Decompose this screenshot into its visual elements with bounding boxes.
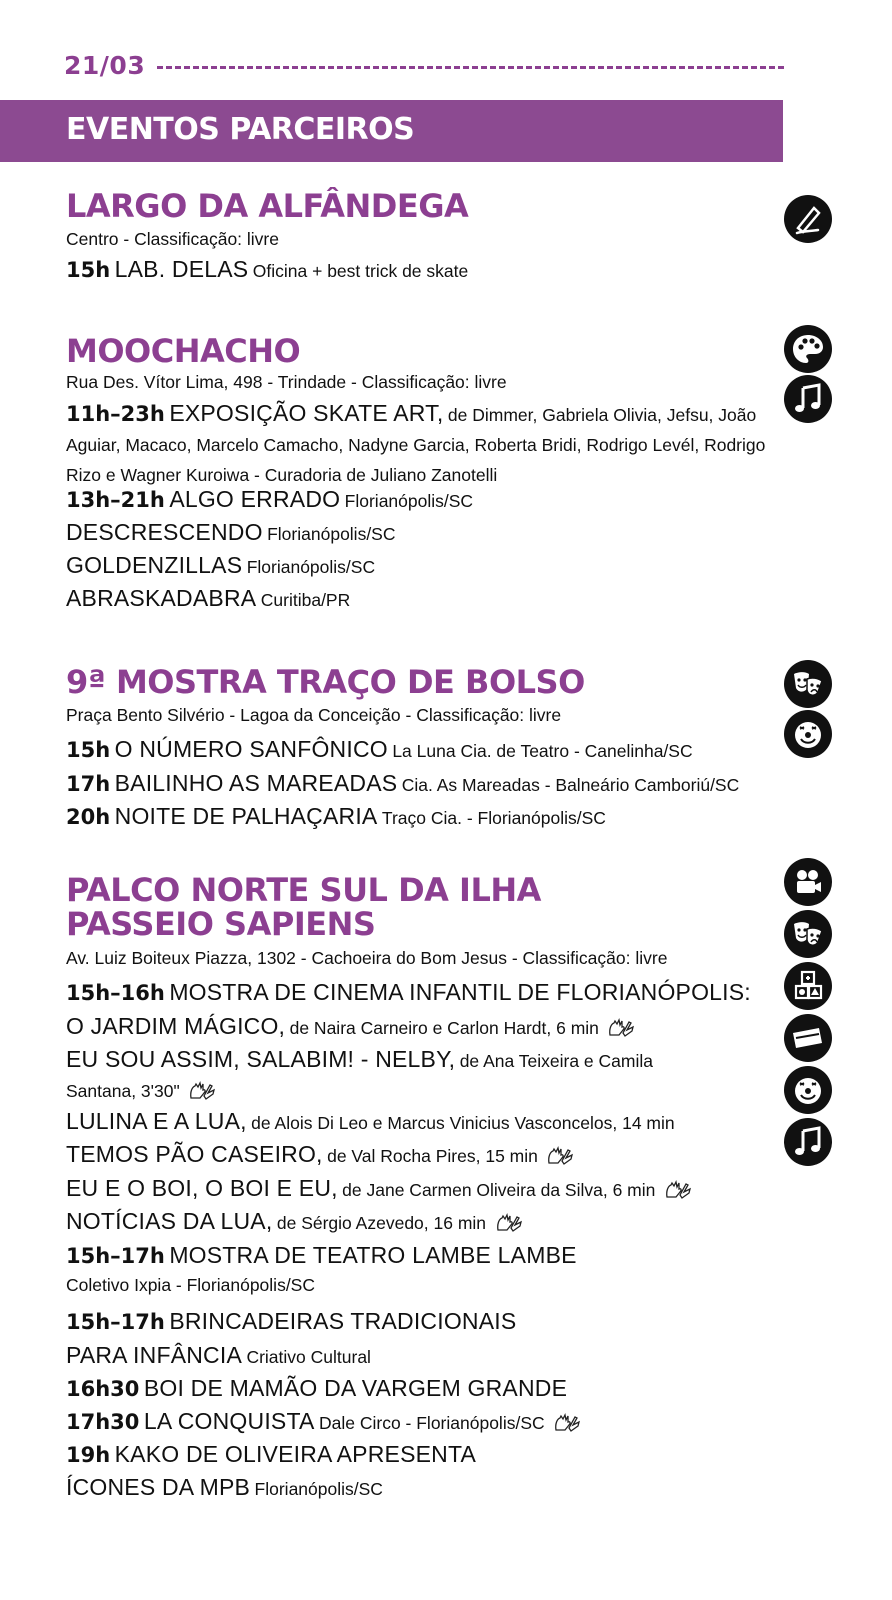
skate-icon <box>784 195 832 243</box>
event-name: ABRASKADABRA <box>66 585 257 611</box>
event-row <box>66 1173 692 1207</box>
event-row <box>66 801 606 835</box>
event-name: MOSTRA DE TEATRO LAMBE LAMBE <box>169 1242 577 1268</box>
libras-icon <box>495 1213 523 1233</box>
event-row <box>66 583 350 617</box>
event-name: DESCRESCENDO <box>66 519 263 545</box>
venue-address: Rua Des. Vítor Lima, 498 - Trindade - Classificação: livre <box>66 372 507 392</box>
event-detail: Coletivo Ixpia - Florianópolis/SC <box>66 1275 315 1295</box>
event-name: MOSTRA DE CINEMA INFANTIL DE FLORIANÓPOLIS: <box>169 979 751 1005</box>
event-row <box>66 254 468 288</box>
event-row <box>66 1240 577 1274</box>
event-detail: Dale Circo - Florianópolis/SC <box>319 1413 545 1433</box>
event-row <box>66 977 751 1011</box>
event-detail: Cia. As Mareadas - Balneário Camboriú/SC <box>401 775 740 795</box>
venue-title-line1: PALCO NORTE SUL DA ILHA <box>66 871 541 909</box>
event-time: 15h <box>66 258 111 282</box>
event-row <box>66 1206 523 1240</box>
clown-icon <box>784 710 832 758</box>
event-name: LAB. DELAS <box>114 256 249 282</box>
event-time: 15h–17h <box>66 1244 165 1268</box>
music-note-icon <box>784 375 832 423</box>
venue-address: Av. Luiz Boiteux Piazza, 1302 - Cachoeira do Bom Jesus - Classificação: livre <box>66 948 668 968</box>
event-name: TEMOS PÃO CASEIRO, <box>66 1141 323 1167</box>
event-detail: Criativo Cultural <box>246 1347 371 1367</box>
event-detail: Florianópolis/SC <box>254 1479 383 1499</box>
venue-title: 9ª MOSTRA TRAÇO DE BOLSO <box>66 663 585 701</box>
event-detail: Traço Cia. - Florianópolis/SC <box>381 808 606 828</box>
event-detail: Florianópolis/SC <box>344 491 474 511</box>
event-row <box>66 1011 635 1045</box>
event-name: GOLDENZILLAS <box>66 552 243 578</box>
event-time: 17h30 <box>66 1410 140 1434</box>
event-name: NOITE DE PALHAÇARIA <box>114 803 378 829</box>
event-detail: de Dimmer, Gabriela Olivia, Jefsu, João Aguiar, Macaco, Marcelo Camacho, Nadyne Garcia, Roberta Bridi, Rodrigo Levél, Rodrigo Rizo e Wagner Kuroiwa - Curadoria de Juliano Zanotelli <box>66 405 766 485</box>
event-time: 15h–17h <box>66 1310 165 1334</box>
event-time: 20h <box>66 805 111 829</box>
event-row <box>66 1472 383 1506</box>
event-row <box>66 1106 675 1140</box>
event-name: ALGO ERRADO <box>169 486 341 512</box>
date-row <box>64 48 784 82</box>
event-detail: de Naira Carneiro e Carlon Hardt, 6 min <box>289 1018 599 1038</box>
event-time: 13h–21h <box>66 488 165 512</box>
clown-icon <box>784 1066 832 1114</box>
libras-icon <box>188 1081 216 1101</box>
event-detail: Florianópolis/SC <box>267 524 396 544</box>
libras-icon <box>664 1180 692 1200</box>
event-detail: de Ana Teixeira e Camila Santana, 3'30" <box>66 1051 653 1101</box>
event-row <box>66 1373 567 1407</box>
event-name: O NÚMERO SANFÔNICO <box>114 736 388 762</box>
venue-address: Centro - Classificação: livre <box>66 229 279 249</box>
event-name: EXPOSIÇÃO SKATE ART, <box>169 400 444 426</box>
event-row <box>66 399 796 491</box>
venue-title: LARGO DA ALFÂNDEGA <box>66 187 469 225</box>
event-detail: La Luna Cia. de Teatro - Canelinha/SC <box>392 741 693 761</box>
date-label: 21/03 <box>64 50 146 80</box>
event-detail: Curitiba/PR <box>260 590 351 610</box>
event-time: 16h30 <box>66 1377 140 1401</box>
event-name: EU SOU ASSIM, SALABIM! - NELBY, <box>66 1046 456 1072</box>
event-name: BRINCADEIRAS TRADICIONAIS <box>169 1308 517 1334</box>
event-name: LULINA E A LUA, <box>66 1108 247 1134</box>
event-row <box>66 550 375 584</box>
venue-address: Praça Bento Silvério - Lagoa da Conceição - Classificação: livre <box>66 705 562 725</box>
music-note-icon <box>784 1118 832 1166</box>
event-name: KAKO DE OLIVEIRA APRESENTA <box>114 1441 477 1467</box>
event-name: LA CONQUISTA <box>143 1408 315 1434</box>
event-name: NOTÍCIAS DA LUA, <box>66 1208 273 1234</box>
event-detail: de Alois Di Leo e Marcus Vinicius Vasconcelos, 14 min <box>251 1113 675 1133</box>
event-detail: de Val Rocha Pires, 15 min <box>327 1146 538 1166</box>
event-detail: Florianópolis/SC <box>246 557 376 577</box>
event-row <box>66 484 473 518</box>
ticket-icon <box>784 1014 832 1062</box>
event-time: 19h <box>66 1443 111 1467</box>
event-name: O JARDIM MÁGICO, <box>66 1013 286 1039</box>
banner-title: EVENTOS PARCEIROS <box>66 112 415 147</box>
event-row <box>66 1340 371 1374</box>
event-row <box>66 1406 581 1440</box>
event-row <box>66 517 396 551</box>
event-name-cont: PARA INFÂNCIA <box>66 1342 242 1368</box>
libras-icon <box>553 1413 581 1433</box>
event-row <box>66 1045 726 1107</box>
film-camera-icon <box>784 858 832 906</box>
dashed-divider <box>157 66 784 69</box>
theater-masks-icon <box>784 910 832 958</box>
event-row <box>66 768 739 802</box>
event-time: 15h–16h <box>66 981 165 1005</box>
event-row <box>66 1439 476 1473</box>
event-detail: de Jane Carmen Oliveira da Silva, 6 min <box>342 1180 656 1200</box>
palette-icon <box>784 325 832 373</box>
venue-title-line2: PASSEIO SAPIENS <box>66 905 376 943</box>
event-time: 15h <box>66 738 111 762</box>
event-detail: Oficina + best trick de skate <box>252 261 469 281</box>
event-row <box>66 1306 516 1340</box>
event-name: EU E O BOI, O BOI E EU, <box>66 1175 338 1201</box>
event-row <box>66 734 693 768</box>
venue-title: MOOCHACHO <box>66 332 301 370</box>
event-name: BOI DE MAMÃO DA VARGEM GRANDE <box>143 1375 568 1401</box>
section-banner <box>0 100 783 162</box>
event-row <box>66 1139 574 1173</box>
libras-icon <box>607 1018 635 1038</box>
event-name-cont: ÍCONES DA MPB <box>66 1474 251 1500</box>
event-detail: de Sérgio Azevedo, 16 min <box>276 1213 487 1233</box>
event-time: 17h <box>66 772 111 796</box>
event-time: 11h–23h <box>66 402 165 426</box>
toy-blocks-icon <box>784 962 832 1010</box>
theater-masks-icon <box>784 660 832 708</box>
event-name: BAILINHO AS MAREADAS <box>114 770 398 796</box>
libras-icon <box>546 1146 574 1166</box>
